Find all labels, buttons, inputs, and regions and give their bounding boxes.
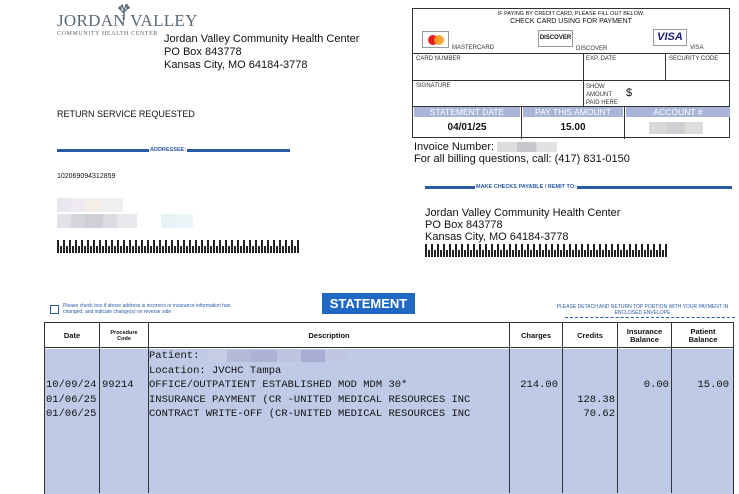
barcode-bar: [470, 250, 472, 257]
header-date: Date: [63, 330, 81, 340]
logo-subtitle: COMMUNITY HEALTH CENTER: [57, 31, 159, 37]
barcode-bar: [545, 244, 547, 257]
barcode-bar: [629, 244, 631, 257]
barcode-bar: [297, 240, 299, 253]
invoice-info: [414, 141, 630, 165]
barcode-bar: [132, 246, 134, 253]
barcode-bar: [518, 250, 520, 257]
barcode-bar: [665, 244, 667, 257]
barcode-bar: [156, 246, 158, 253]
barcode-bar: [509, 244, 511, 257]
card-instructions-sub: CHECK CARD USING FOR PAYMENT: [510, 18, 632, 25]
barcode-bar: [632, 250, 634, 257]
barcode-bar: [123, 240, 125, 253]
barcode-bar: [141, 240, 143, 253]
barcode-bar: [72, 246, 74, 253]
redacted-address: [57, 198, 207, 230]
row-credits: 128.38: [577, 393, 615, 406]
address-change-checkbox[interactable]: [50, 305, 59, 314]
barcode-bar: [623, 244, 625, 257]
barcode-bar: [93, 240, 95, 253]
barcode-bar: [99, 240, 101, 253]
barcode-bar: [641, 244, 643, 257]
row-date: 01/06/25: [46, 408, 97, 420]
visa-label: VISA: [690, 45, 704, 51]
barcode-bar: [198, 246, 200, 253]
barcode-bar: [255, 240, 257, 253]
visa-logo-text: VISA: [657, 31, 683, 43]
barcode-bar: [521, 244, 523, 257]
barcode-bar: [548, 250, 550, 257]
barcode-bar: [599, 244, 601, 257]
barcode-bar: [437, 244, 439, 257]
barcode-bar: [150, 246, 152, 253]
barcode-bar: [108, 246, 110, 253]
column-divider: [671, 323, 672, 493]
barcode-bar: [497, 244, 499, 257]
sender-address-line: Jordan Valley Community Health Center: [164, 33, 360, 45]
sender-address-line: Kansas City, MO 64184-3778: [164, 59, 308, 71]
redacted-invoice-number: [497, 142, 557, 152]
barcode-bar: [650, 250, 652, 257]
barcode-bar: [659, 244, 661, 257]
barcode-bar: [464, 250, 466, 257]
barcode-bar: [102, 246, 104, 253]
barcode-bar: [572, 250, 574, 257]
barcode-bar: [267, 240, 269, 253]
barcode-bar: [569, 244, 571, 257]
visa-logo-icon[interactable]: [653, 29, 687, 46]
barcode-bar: [491, 244, 493, 257]
barcode-bar: [240, 246, 242, 253]
header-insurance-balance: Insurance Balance: [626, 326, 663, 344]
barcode-bar: [656, 250, 658, 257]
card-instructions: IF PAYING BY CREDIT CARD, PLEASE FILL OUT BELOW.: [497, 11, 645, 17]
barcode-bar: [530, 250, 532, 257]
barcode-bar: [60, 246, 62, 253]
barcode-bar: [620, 250, 622, 257]
barcode-bar: [228, 246, 230, 253]
barcode-bar: [252, 246, 254, 253]
barcode-bar: [237, 240, 239, 253]
barcode-bar: [288, 246, 290, 253]
patient-label: Patient:: [149, 350, 200, 362]
redacted-patient-name: [207, 350, 347, 362]
detach-instructions: PLEASE DETACH AND RETURN TOP PORTION WITH YOUR PAYMENT IN ENCLOSED ENVELOPE: [556, 304, 729, 316]
barcode-bar: [524, 250, 526, 257]
barcode-bar: [270, 246, 272, 253]
barcode-bar: [467, 244, 469, 257]
row-description: CONTRACT WRITE-OFF (CR-UNITED MEDICAL RESOURCES INC: [149, 408, 471, 420]
barcode-bar: [261, 240, 263, 253]
barcode-bar: [78, 246, 80, 253]
barcode-bar: [635, 244, 637, 257]
pay-this-amount-value: 15.00: [560, 122, 586, 133]
row-code: 99214: [102, 379, 134, 391]
barcode-bar: [84, 246, 86, 253]
discover-logo-text: DISCOVER: [539, 35, 572, 41]
signature-label: SIGNATURE: [416, 83, 451, 89]
barcode-bar: [506, 250, 508, 257]
barcode-bar: [165, 240, 167, 253]
barcode-bar: [602, 250, 604, 257]
barcode-bar: [575, 244, 577, 257]
barcode-bar: [662, 250, 664, 257]
barcode-bar: [114, 246, 116, 253]
barcode-bar: [207, 240, 209, 253]
barcode-bar: [63, 240, 65, 253]
discover-logo-icon[interactable]: [538, 30, 573, 47]
barcode-bar: [596, 250, 598, 257]
barcode-bar: [285, 240, 287, 253]
barcode-bar: [243, 240, 245, 253]
column-divider: [509, 323, 510, 493]
barcode-bar: [234, 246, 236, 253]
barcode-bar: [147, 240, 149, 253]
barcode-bar: [171, 240, 173, 253]
row-charges: 214.00: [520, 379, 558, 391]
barcode-bar: [279, 240, 281, 253]
remit-barcode: [425, 244, 667, 257]
barcode-bar: [144, 246, 146, 253]
barcode-bar: [647, 244, 649, 257]
barcode-bar: [563, 244, 565, 257]
detach-underline: [565, 317, 735, 318]
barcode-bar: [458, 250, 460, 257]
barcode-bar: [246, 246, 248, 253]
logo-name: JORDAN VALLEY: [57, 11, 198, 30]
barcode-bar: [644, 250, 646, 257]
barcode-bar: [608, 250, 610, 257]
barcode-bar: [479, 244, 481, 257]
barcode-bar: [512, 250, 514, 257]
barcode-bar: [539, 244, 541, 257]
barcode-bar: [587, 244, 589, 257]
barcode-bar: [461, 244, 463, 257]
remit-address-line: PO Box 843778: [425, 219, 503, 231]
barcode-bar: [273, 240, 275, 253]
barcode-bar: [159, 240, 161, 253]
mastercard-label: MASTERCARD: [452, 45, 495, 51]
barcode-bar: [189, 240, 191, 253]
barcode-bar: [614, 250, 616, 257]
barcode-bar: [219, 240, 221, 253]
barcode-bar: [195, 240, 197, 253]
barcode-bar: [69, 240, 71, 253]
barcode-bar: [584, 250, 586, 257]
header-description: Description: [308, 330, 350, 340]
show-amount-label: SHOW AMOUNT PAID HERE: [586, 84, 618, 106]
barcode-bar: [455, 244, 457, 257]
column-divider: [562, 323, 563, 493]
account-number-line: 102069094312859: [57, 173, 116, 180]
barcode-bar: [216, 246, 218, 253]
barcode-bar: [105, 240, 107, 253]
barcode-bar: [231, 240, 233, 253]
barcode-bar: [183, 240, 185, 253]
location-line: Location: JVCHC Tampa: [149, 364, 282, 377]
column-divider: [99, 323, 100, 493]
postal-barcode: [57, 240, 299, 253]
barcode-bar: [87, 240, 89, 253]
barcode-bar: [533, 244, 535, 257]
barcode-bar: [210, 246, 212, 253]
barcode-bar: [449, 244, 451, 257]
barcode-bar: [135, 240, 137, 253]
row-description: INSURANCE PAYMENT (CR -UNITED MEDICAL RESOURCES INC: [149, 393, 471, 406]
dollar-sign: $: [626, 87, 633, 99]
header-procedure-code: Procedure Code: [110, 329, 138, 342]
barcode-bar: [593, 244, 595, 257]
barcode-bar: [476, 250, 478, 257]
barcode-bar: [201, 240, 203, 253]
pay-this-amount-label: PAY THIS AMOUNT: [523, 107, 623, 117]
barcode-bar: [162, 246, 164, 253]
barcode-bar: [515, 244, 517, 257]
barcode-bar: [473, 244, 475, 257]
addressee-divider: [57, 149, 290, 152]
barcode-bar: [291, 240, 293, 253]
barcode-bar: [440, 250, 442, 257]
sender-address: [164, 33, 359, 72]
mastercard-logo-icon[interactable]: [422, 31, 449, 48]
barcode-bar: [96, 246, 98, 253]
checks-payable-label: MAKE CHECKS PAYABLE / REMIT TO:: [476, 184, 576, 190]
barcode-bar: [503, 244, 505, 257]
barcode-bar: [264, 246, 266, 253]
barcode-bar: [638, 250, 640, 257]
statement-title: STATEMENT: [322, 293, 415, 314]
barcode-bar: [551, 244, 553, 257]
remit-to-address: [425, 207, 620, 243]
row-credits: 70.62: [583, 408, 615, 420]
barcode-bar: [626, 250, 628, 257]
barcode-bar: [222, 246, 224, 253]
barcode-bar: [542, 250, 544, 257]
barcode-bar: [177, 240, 179, 253]
row-date: 10/09/24: [46, 379, 97, 391]
redacted-account-number: [649, 122, 703, 134]
barcode-bar: [75, 240, 77, 253]
barcode-bar: [111, 240, 113, 253]
sender-address-line: PO Box 843778: [164, 46, 242, 58]
row-insurance-balance: 0.00: [643, 379, 669, 391]
barcode-bar: [138, 246, 140, 253]
barcode-bar: [482, 250, 484, 257]
column-divider: [148, 323, 149, 493]
row-patient-balance: 15.00: [697, 379, 729, 391]
barcode-bar: [117, 240, 119, 253]
barcode-bar: [605, 244, 607, 257]
barcode-bar: [557, 244, 559, 257]
barcode-bar: [452, 250, 454, 257]
barcode-bar: [494, 250, 496, 257]
barcode-bar: [180, 246, 182, 253]
row-description: OFFICE/OUTPATIENT ESTABLISHED MOD MDM 30*: [149, 379, 408, 391]
barcode-bar: [282, 246, 284, 253]
invoice-number-label: Invoice Number:: [414, 141, 630, 153]
barcode-bar: [153, 240, 155, 253]
barcode-bar: [249, 240, 251, 253]
barcode-bar: [554, 250, 556, 257]
barcode-bar: [57, 240, 59, 253]
barcode-bar: [578, 250, 580, 257]
barcode-bar: [488, 250, 490, 257]
barcode-bar: [294, 246, 296, 253]
statement-date-value: 04/01/25: [447, 122, 487, 133]
barcode-bar: [431, 244, 433, 257]
barcode-bar: [653, 244, 655, 257]
header-credits: Credits: [577, 330, 603, 340]
row-date: 01/06/25: [46, 393, 97, 406]
remit-address-line: Kansas City, MO 64184-3778: [425, 231, 569, 243]
checks-payable-divider: [425, 186, 732, 189]
address-change-text: Please check box if above address is incorrect or insurance information has changed, and indicate change(s) on reverse side: [63, 303, 231, 315]
barcode-bar: [90, 246, 92, 253]
barcode-bar: [611, 244, 613, 257]
return-service-notice: RETURN SERVICE REQUESTED: [57, 109, 195, 119]
barcode-bar: [617, 244, 619, 257]
barcode-bar: [425, 244, 427, 257]
barcode-bar: [434, 250, 436, 257]
barcode-bar: [258, 246, 260, 253]
barcode-bar: [566, 250, 568, 257]
barcode-bar: [500, 250, 502, 257]
card-number-label: CARD NUMBER: [416, 56, 461, 62]
barcode-bar: [581, 244, 583, 257]
barcode-bar: [174, 246, 176, 253]
barcode-bar: [485, 244, 487, 257]
billing-questions: For all billing questions, call: (417) 831-0150: [414, 153, 630, 165]
barcode-bar: [126, 246, 128, 253]
barcode-bar: [204, 246, 206, 253]
barcode-bar: [428, 250, 430, 257]
barcode-bar: [225, 240, 227, 253]
organization-logo: [57, 11, 198, 37]
security-code-label: SECURITY CODE: [669, 56, 719, 62]
barcode-bar: [590, 250, 592, 257]
statement-table: [44, 322, 734, 494]
barcode-bar: [213, 240, 215, 253]
barcode-bar: [443, 244, 445, 257]
barcode-bar: [560, 250, 562, 257]
account-number-label: ACCOUNT #: [626, 107, 730, 117]
barcode-bar: [446, 250, 448, 257]
barcode-bar: [168, 246, 170, 253]
barcode-bar: [81, 240, 83, 253]
exp-date-label: EXP. DATE: [586, 56, 617, 62]
barcode-bar: [192, 246, 194, 253]
barcode-bar: [276, 246, 278, 253]
barcode-bar: [120, 246, 122, 253]
barcode-bar: [66, 246, 68, 253]
discover-label: DISCOVER: [576, 46, 608, 52]
barcode-bar: [527, 244, 529, 257]
header-charges: Charges: [520, 330, 551, 340]
column-divider: [617, 323, 618, 493]
barcode-bar: [536, 250, 538, 257]
barcode-bar: [129, 240, 131, 253]
statement-date-label: STATEMENT DATE: [414, 107, 520, 117]
addressee-label: ADDRESSEE:: [150, 147, 187, 153]
barcode-bar: [186, 246, 188, 253]
credit-card-form: [412, 8, 730, 138]
header-patient-balance: Patient Balance: [688, 326, 718, 344]
remit-address-line: Jordan Valley Community Health Center: [425, 207, 621, 219]
